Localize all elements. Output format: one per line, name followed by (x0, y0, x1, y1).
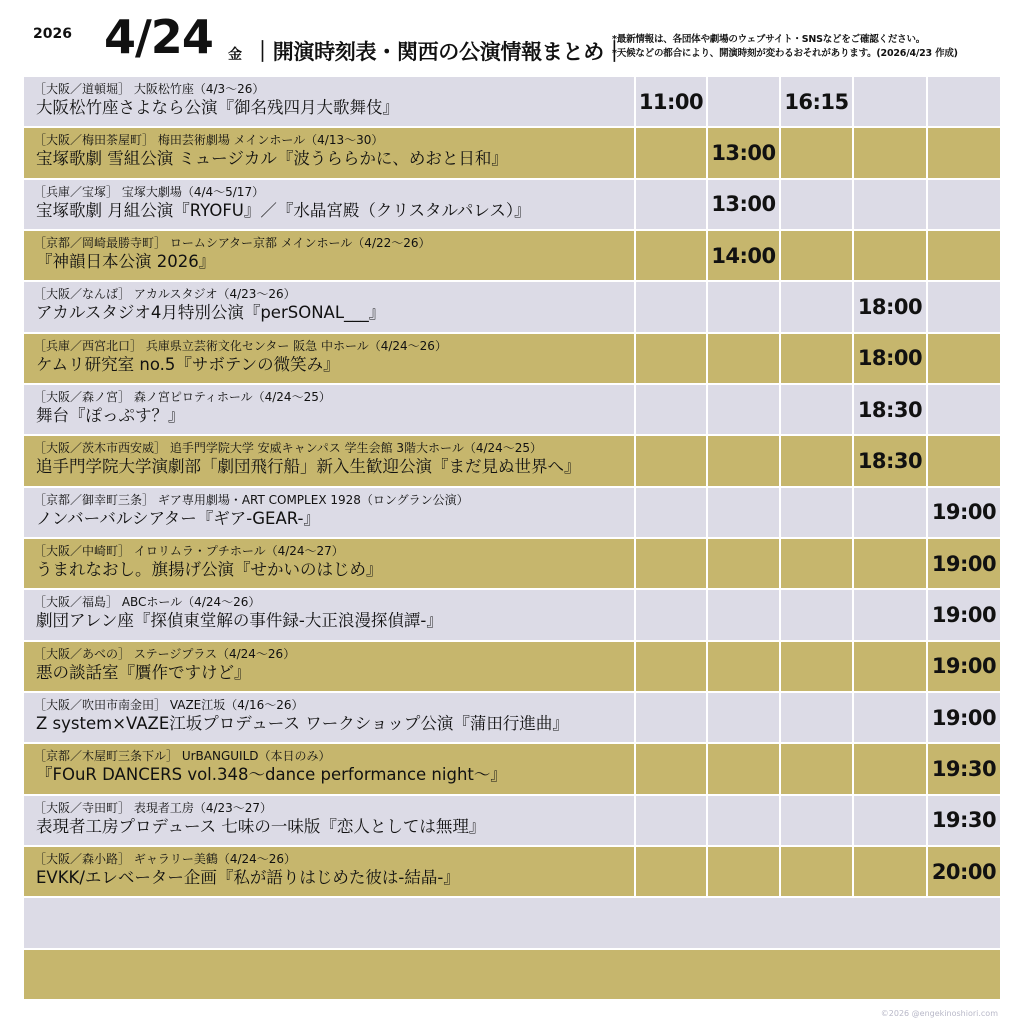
time-cell (706, 436, 779, 485)
time-cell: 18:00 (852, 282, 926, 331)
table-row (24, 590, 1000, 641)
table-row (24, 693, 1000, 744)
table-row (24, 436, 1000, 487)
event-title: ノンバーバルシアター『ギア-GEAR-』 (36, 508, 320, 528)
table-row (24, 385, 1000, 436)
event-info (24, 693, 634, 742)
time-cell (634, 385, 706, 434)
time-cell: 18:00 (852, 334, 926, 383)
event-venue: ［兵庫／宝塚］ 宝塚大劇場（4/4〜5/17） (34, 184, 265, 199)
time-cell (779, 282, 852, 331)
event-venue: ［京都／岡崎最勝寺町］ ロームシアター京都 メインホール（4/22〜26） (34, 235, 431, 250)
time-cell (926, 282, 1000, 331)
schedule-table (24, 76, 1000, 1001)
event-venue: ［大阪／あべの］ ステージプラス（4/24〜26） (34, 646, 296, 661)
header-year: 2026 (33, 26, 72, 42)
event-info (24, 744, 634, 793)
event-title: 悪の談話室『贋作ですけど』 (36, 662, 251, 682)
time-cell (779, 590, 852, 639)
event-title: 『FOuR DANCERS vol.348〜dance performance night〜』 (36, 765, 507, 785)
time-cell (634, 847, 706, 896)
time-cell (706, 488, 779, 537)
time-cell: 19:00 (926, 488, 1000, 537)
event-info (24, 282, 634, 331)
time-cell (779, 436, 852, 485)
time-cell (634, 642, 706, 691)
event-info (24, 488, 634, 537)
event-info (24, 590, 634, 639)
time-cell: 18:30 (852, 385, 926, 434)
time-cell: 19:30 (926, 796, 1000, 845)
event-venue: ［大阪／茨木市西安威］ 追手門学院大学 安威キャンパス 学生会館 3階大ホール（4/24〜25） (34, 441, 543, 456)
event-venue: ［大阪／福島］ ABCホール（4/24〜26） (34, 595, 261, 610)
event-title: アカルスタジオ4月特別公演『perSONAL___』 (36, 303, 386, 323)
page-title: ｜開演時刻表・関西の公演情報まとめ｜ (252, 40, 625, 64)
time-cell (706, 693, 779, 742)
time-cell (926, 436, 1000, 485)
event-venue: ［大阪／梅田茶屋町］ 梅田芸術劇場 メインホール（4/13〜30） (34, 133, 384, 148)
event-info (24, 231, 634, 280)
time-cell (634, 334, 706, 383)
event-title: 追手門学院大学演劇部「劇団飛行船」新入生歓迎公演『まだ見ぬ世界へ』 (36, 457, 581, 477)
time-cell (634, 488, 706, 537)
event-title: うまれなおし。旗揚げ公演『せかいのはじめ』 (36, 559, 383, 579)
table-row (24, 488, 1000, 539)
table-row (24, 128, 1000, 179)
time-cell (852, 77, 926, 126)
time-cell (852, 744, 926, 793)
time-cell (852, 796, 926, 845)
time-cell (852, 847, 926, 896)
time-cell (779, 334, 852, 383)
time-cell (706, 744, 779, 793)
time-cell: 14:00 (706, 231, 779, 280)
time-cell (706, 590, 779, 639)
header-date: 4/24 (104, 10, 213, 64)
time-cell (852, 231, 926, 280)
time-cell (706, 539, 779, 588)
empty-row (24, 950, 1000, 1001)
event-title: 宝塚歌劇 雪組公演 ミュージカル『波うららかに、めおと日和』 (36, 149, 508, 169)
event-venue: ［大阪／吹田市南金田］ VAZE江坂（4/16〜26） (34, 697, 304, 712)
event-venue: ［大阪／森小路］ ギャラリー美鶴（4/24〜26） (34, 851, 297, 866)
time-cell (706, 847, 779, 896)
header-weekday: 金 (228, 47, 242, 63)
event-venue: ［大阪／寺田町］ 表現者工房（4/23〜27） (34, 800, 273, 815)
event-info (24, 334, 634, 383)
event-venue: ［大阪／道頓堀］ 大阪松竹座（4/3〜26） (34, 82, 265, 96)
time-cell (634, 282, 706, 331)
event-title: EVKK/エレベーター企画『私が語りはじめた彼は-結晶-』 (36, 867, 460, 887)
table-row (24, 282, 1000, 333)
time-cell (706, 77, 779, 126)
time-cell (779, 488, 852, 537)
event-info (24, 385, 634, 434)
time-cell (926, 128, 1000, 177)
time-cell (706, 282, 779, 331)
event-venue: ［京都／木屋町三条下ル］ UrBANGUILD（本日のみ） (34, 749, 331, 764)
event-info (24, 539, 634, 588)
event-title: 舞台『ぽっぷす？』 (36, 405, 185, 425)
time-cell: 16:15 (779, 77, 852, 126)
empty-row (24, 898, 1000, 949)
time-cell (634, 539, 706, 588)
event-title: 表現者工房プロデュース 七味の一味版『恋人としては無理』 (36, 816, 486, 836)
table-row (24, 744, 1000, 795)
event-title: 大阪松竹座さよなら公演『御名残四月大歌舞伎』 (36, 98, 399, 117)
table-row (24, 77, 1000, 128)
event-info (24, 642, 634, 691)
table-row (24, 796, 1000, 847)
header-notes (612, 33, 958, 62)
time-cell (852, 539, 926, 588)
event-title: 『神韻日本公演 2026』 (36, 251, 216, 271)
time-cell (852, 488, 926, 537)
time-cell (779, 693, 852, 742)
time-cell (779, 128, 852, 177)
time-cell (706, 334, 779, 383)
time-cell: 11:00 (634, 77, 706, 126)
time-cell (926, 180, 1000, 229)
time-cell (779, 385, 852, 434)
table-row (24, 539, 1000, 590)
time-cell (706, 385, 779, 434)
time-cell (706, 642, 779, 691)
event-info (24, 436, 634, 485)
event-title: ケムリ研究室 no.5『サボテンの微笑み』 (36, 354, 340, 374)
event-title: 宝塚歌劇 月組公演『RYOFU』／『水晶宮殿（クリスタルパレス）』 (36, 200, 531, 220)
event-venue: ［京都／御幸町三条］ ギア専用劇場・ART COMPLEX 1928（ロングラン公演） (34, 492, 469, 507)
time-cell (779, 642, 852, 691)
time-cell: 13:00 (706, 128, 779, 177)
time-cell: 19:00 (926, 590, 1000, 639)
event-info (24, 796, 634, 845)
time-cell (926, 231, 1000, 280)
copyright-text: ©2026 @engekinoshiori.com (880, 1009, 998, 1018)
event-info (24, 77, 634, 126)
event-venue: ［大阪／中崎町］ イロリムラ・プチホール（4/24〜27） (34, 543, 344, 558)
time-cell (852, 128, 926, 177)
time-cell (634, 180, 706, 229)
time-cell: 13:00 (706, 180, 779, 229)
time-cell (779, 744, 852, 793)
time-cell: 19:00 (926, 693, 1000, 742)
event-venue: ［兵庫／西宮北口］ 兵庫県立芸術文化センター 阪急 中ホール（4/24〜26） (34, 338, 447, 353)
time-cell: 20:00 (926, 847, 1000, 896)
event-info (24, 847, 634, 896)
event-info (24, 128, 634, 177)
time-cell (779, 231, 852, 280)
table-row (24, 642, 1000, 693)
table-row (24, 180, 1000, 231)
time-cell (634, 744, 706, 793)
time-cell: 19:00 (926, 539, 1000, 588)
time-cell (634, 231, 706, 280)
header-note: *最新情報は、各団体や劇場のウェブサイト・SNSなどをご確認ください。 (612, 34, 926, 45)
time-cell (852, 693, 926, 742)
time-cell: 19:00 (926, 642, 1000, 691)
time-cell (634, 796, 706, 845)
event-title: Z system×VAZE江坂プロデュース ワークショップ公演『蒲田行進曲』 (36, 713, 569, 733)
time-cell: 19:30 (926, 744, 1000, 793)
event-venue: ［大阪／森ノ宮］ 森ノ宮ピロティホール（4/24〜25） (34, 389, 331, 404)
table-row (24, 334, 1000, 385)
event-venue: ［大阪／なんば］ アカルスタジオ（4/23〜26） (34, 287, 296, 302)
time-cell (779, 847, 852, 896)
time-cell (634, 590, 706, 639)
time-cell: 18:30 (852, 436, 926, 485)
time-cell (852, 180, 926, 229)
table-row (24, 231, 1000, 282)
time-cell (634, 693, 706, 742)
time-cell (779, 796, 852, 845)
time-cell (926, 334, 1000, 383)
table-row (24, 847, 1000, 898)
time-cell (852, 590, 926, 639)
time-cell (926, 77, 1000, 126)
event-title: 劇団アレン座『探偵東堂解の事件録-大正浪漫探偵譚-』 (36, 611, 443, 631)
time-cell (706, 796, 779, 845)
header-note: *天候などの都合により、開演時刻が変わるおそれがあります。(2026/4/23 作成) (612, 48, 958, 60)
time-cell (634, 436, 706, 485)
time-cell (852, 642, 926, 691)
time-cell (926, 385, 1000, 434)
time-cell (779, 539, 852, 588)
time-cell (634, 128, 706, 177)
time-cell (779, 180, 852, 229)
event-info (24, 180, 634, 229)
